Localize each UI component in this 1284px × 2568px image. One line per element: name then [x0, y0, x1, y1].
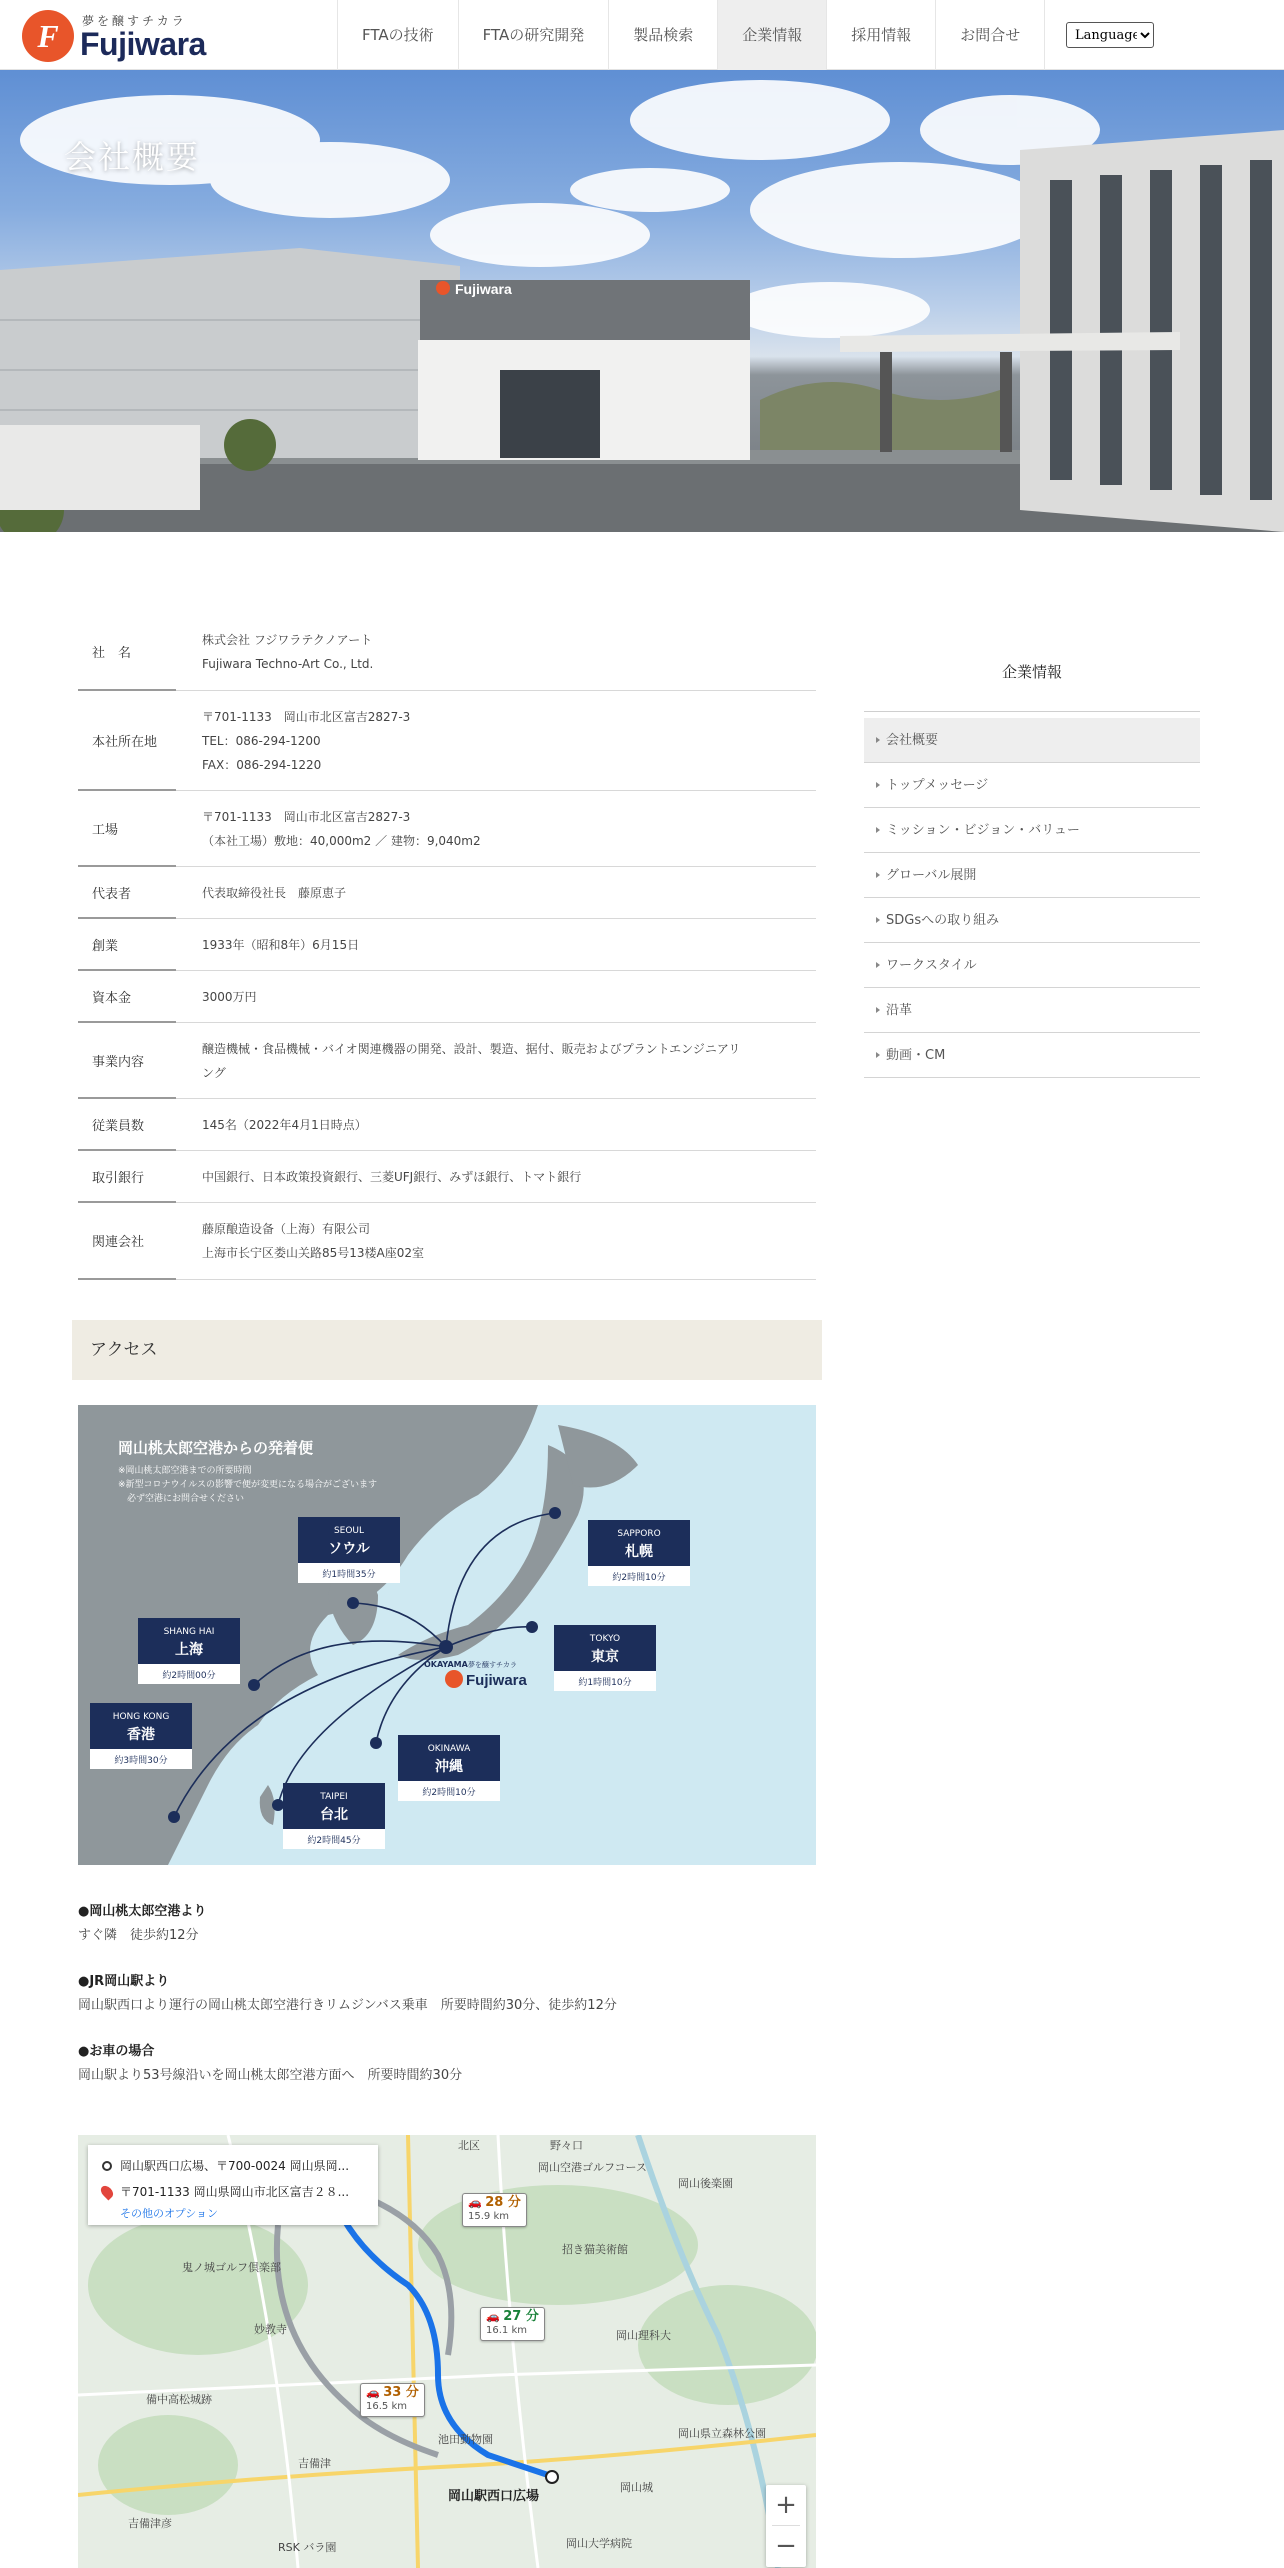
table-row — [78, 867, 816, 919]
table-row — [78, 971, 816, 1023]
map-place-label: 池田動物園 — [438, 2433, 493, 2446]
destination-en: SAPPORO — [617, 1529, 661, 1539]
row-label: 社 名 — [78, 614, 176, 691]
value-line: 3000万円 — [202, 990, 257, 1004]
destination-en: TAIPEI — [320, 1792, 348, 1802]
origin-dot-icon — [102, 2161, 112, 2171]
map-place-label: 吉備津彦 — [128, 2517, 172, 2530]
route-desc: すぐ隣 徒歩約12分 — [78, 1928, 199, 1943]
table-row — [78, 1151, 816, 1203]
direction-destination — [98, 2179, 368, 2205]
building-sign: Fujiwara — [455, 281, 512, 297]
route-map-note: ※岡山桃太郎空港までの所要時間 — [118, 1466, 252, 1476]
table-row — [78, 691, 816, 791]
direction-origin — [98, 2153, 368, 2179]
destination-time: 約2時間45分 — [307, 1836, 361, 1846]
destination-time: 約2時間00分 — [162, 1671, 216, 1681]
destination-ja: 台北 — [320, 1807, 348, 1823]
map-place-label: 岡山城 — [620, 2481, 653, 2494]
destination-time: 約1時間35分 — [322, 1570, 376, 1580]
destination-ja: 上海 — [175, 1642, 203, 1658]
map-place-label: 岡山駅西口広場 — [448, 2489, 540, 2504]
route-map-note: 必ず空港にお問合せください — [118, 1494, 245, 1504]
route-time: 27 分 — [503, 2309, 539, 2324]
nav-product-search[interactable]: 製品検索 — [608, 0, 717, 70]
hero-banner — [0, 70, 1284, 532]
map-place-label: 妙教寺 — [254, 2323, 287, 2336]
value-line: （本社工場）敷地：40,000m2 ／ 建物：9,040m2 — [202, 834, 481, 848]
map-place-label: 招き猫美術館 — [562, 2243, 628, 2256]
row-label: 事業内容 — [78, 1023, 176, 1099]
sidebar-title: 企業情報 — [864, 652, 1200, 712]
value-line: 1933年（昭和8年）6月15日 — [202, 938, 360, 952]
map-place-label: 岡山空港ゴルフコース — [538, 2161, 647, 2174]
destination-ja: ソウル — [328, 1541, 370, 1557]
nav-contact[interactable]: お問合せ — [935, 0, 1045, 70]
value-line: Fujiwara Techno-Art Co., Ltd. — [202, 657, 374, 671]
route-time-badge[interactable] — [462, 2193, 527, 2227]
destination-ja: 沖縄 — [435, 1759, 463, 1775]
route-time-badge[interactable] — [360, 2383, 425, 2417]
sidebar-item-top-message[interactable]: トップメッセージ — [864, 763, 1200, 808]
table-row — [78, 1023, 816, 1099]
access-heading: アクセス — [72, 1320, 822, 1380]
row-label: 工場 — [78, 791, 176, 867]
company-info-table — [78, 614, 816, 1280]
nav-technology[interactable]: FTAの技術 — [337, 0, 458, 70]
row-label: 代表者 — [78, 867, 176, 919]
destination-ja: 札幌 — [625, 1544, 653, 1560]
access-routes — [78, 1900, 816, 2110]
sidebar-item-sdgs[interactable]: SDGsへの取り組み — [864, 898, 1200, 943]
route-time-badge[interactable] — [480, 2307, 545, 2341]
map-place-label: 岡山大学病院 — [566, 2537, 632, 2550]
sidebar — [864, 652, 1200, 1078]
route-car — [78, 2040, 816, 2088]
route-distance: 15.9 km — [468, 2211, 509, 2222]
destination-seoul — [298, 1517, 400, 1583]
sidebar-item-video[interactable]: 動画・CM — [864, 1033, 1200, 1078]
nav-recruit[interactable]: 採用情報 — [826, 0, 935, 70]
row-value — [176, 1151, 816, 1202]
map-place-label: 野々口 — [550, 2139, 583, 2152]
nav-research[interactable]: FTAの研究開発 — [458, 0, 609, 70]
value-line: 醸造機械・食品機械・バイオ関連機器の開発、設計、製造、据付、販売およびプラントエンジニアリ — [202, 1042, 741, 1056]
row-value — [176, 1203, 816, 1279]
route-jr-station — [78, 1970, 816, 2018]
map-place-label: RSK バラ園 — [278, 2541, 337, 2554]
row-value — [176, 614, 816, 690]
map-place-label: 岡山県立森林公園 — [678, 2427, 766, 2440]
origin-text: 岡山駅西口広場、〒700-0024 岡山県岡... — [120, 2159, 350, 2173]
more-options-link[interactable]: その他のオプション — [120, 2207, 219, 2220]
car-icon: 🚗 — [486, 2310, 500, 2323]
row-label: 資本金 — [78, 971, 176, 1023]
row-value — [176, 971, 816, 1022]
table-row — [78, 614, 816, 691]
nav-company-info[interactable]: 企業情報 — [717, 0, 826, 70]
sidebar-item-workstyle[interactable]: ワークスタイル — [864, 943, 1200, 988]
row-value — [176, 691, 816, 790]
value-line: 藤原酿造设备（上海）有限公司 — [202, 1222, 371, 1236]
map-place-label: 吉備津 — [298, 2457, 331, 2470]
row-label: 創業 — [78, 919, 176, 971]
route-title: ●JR岡山駅より — [78, 1974, 170, 1989]
value-line: 上海市长宁区娄山关路85号13楼A座02室 — [202, 1246, 425, 1260]
row-value — [176, 1099, 816, 1150]
route-map-graphic — [78, 1405, 816, 1865]
origin-brand: Fujiwara — [466, 1672, 527, 1689]
value-line: 株式会社 フジワラテクノアート — [202, 633, 373, 647]
zoom-in-button[interactable]: + — [775, 2490, 797, 2520]
site-logo[interactable] — [22, 10, 212, 62]
route-title: ●お車の場合 — [78, 2044, 155, 2059]
destination-okinawa — [398, 1735, 500, 1801]
map-place-label: 岡山理科大 — [616, 2329, 671, 2342]
route-map-note: ※新型コロナウイルスの影響で便が変更になる場合がございます — [118, 1480, 378, 1490]
route-desc: 岡山駅より53号線沿いを岡山桃太郎空港方面へ 所要時間約30分 — [78, 2068, 463, 2083]
row-value — [176, 919, 816, 970]
sidebar-item-mission[interactable]: ミッション・ビジョン・バリュー — [864, 808, 1200, 853]
row-label: 本社所在地 — [78, 691, 176, 791]
sidebar-item-global[interactable]: グローバル展開 — [864, 853, 1200, 898]
zoom-out-button[interactable]: − — [775, 2531, 797, 2561]
destination-en: OKINAWA — [427, 1744, 471, 1754]
destination-hongkong — [90, 1703, 192, 1769]
directions-panel[interactable] — [88, 2145, 378, 2225]
origin-label: OKAYAMA — [424, 1660, 468, 1669]
value-line: TEL：086-294-1200 — [202, 734, 321, 748]
origin-tagline: 夢を醸すチカラ — [468, 1661, 517, 1669]
car-icon: 🚗 — [468, 2196, 482, 2209]
table-row — [78, 791, 816, 867]
route-distance: 16.5 km — [366, 2401, 407, 2412]
destination-en: HONG KONG — [112, 1712, 170, 1722]
route-distance: 16.1 km — [486, 2325, 527, 2336]
table-row — [78, 1203, 816, 1280]
destination-pin-icon — [99, 2184, 116, 2201]
destination-ja: 香港 — [127, 1727, 155, 1743]
route-airport — [78, 1900, 816, 1948]
destination-en: TOKYO — [589, 1634, 621, 1644]
value-line: 〒701-1133 岡山市北区富吉2827-3 — [202, 710, 411, 724]
destination-text: 〒701-1133 岡山県岡山市北区富吉２８... — [120, 2185, 350, 2199]
logo-mark-icon: F — [22, 10, 74, 62]
destination-shanghai — [138, 1618, 240, 1684]
value-line: FAX：086-294-1220 — [202, 758, 322, 772]
destination-time: 約2時間10分 — [422, 1788, 476, 1798]
table-row — [78, 1099, 816, 1151]
zoom-controls — [766, 2485, 806, 2567]
value-line: 〒701-1133 岡山市北区富吉2827-3 — [202, 810, 411, 824]
row-value — [176, 867, 816, 918]
site-header — [0, 0, 1284, 70]
map-place-label: 鬼ノ城ゴルフ倶楽部 — [182, 2261, 281, 2274]
page-title: 会社概要 — [64, 138, 201, 176]
table-row — [78, 919, 816, 971]
flight-route-map — [78, 1405, 816, 1865]
destination-time: 約3時間30分 — [114, 1756, 168, 1766]
value-line: ング — [202, 1066, 226, 1080]
logo-name: Fujiwara — [80, 26, 206, 62]
destination-ja: 東京 — [591, 1649, 619, 1665]
global-nav — [337, 0, 1045, 70]
destination-time: 約2時間10分 — [612, 1573, 666, 1583]
sidebar-item-overview[interactable]: 会社概要 — [864, 718, 1200, 763]
row-label: 従業員数 — [78, 1099, 176, 1151]
row-value — [176, 1023, 816, 1098]
google-map[interactable] — [78, 2135, 816, 2568]
route-time: 28 分 — [485, 2195, 521, 2210]
row-value — [176, 791, 816, 866]
destination-sapporo — [588, 1520, 690, 1586]
destination-time: 約1時間10分 — [578, 1678, 632, 1688]
route-desc: 岡山駅西口より運行の岡山桃太郎空港行きリムジンバス乗車 所要時間約30分、徒歩約12分 — [78, 1998, 617, 2013]
destination-tokyo — [554, 1625, 656, 1691]
sidebar-item-history[interactable]: 沿革 — [864, 988, 1200, 1033]
value-line: 145名（2022年4月1日時点） — [202, 1118, 367, 1132]
map-place-label: 岡山後楽園 — [678, 2177, 733, 2190]
car-icon: 🚗 — [366, 2386, 380, 2399]
value-line: 代表取締役社長 藤原恵子 — [202, 886, 347, 900]
route-title: ●岡山桃太郎空港より — [78, 1904, 207, 1919]
route-time: 33 分 — [383, 2385, 419, 2400]
map-place-label: 北区 — [458, 2139, 480, 2152]
row-label: 関連会社 — [78, 1203, 176, 1280]
destination-en: SHANG HAI — [163, 1627, 215, 1637]
logo-tagline: 夢を醸すチカラ — [82, 14, 187, 28]
destination-taipei — [283, 1783, 385, 1849]
destination-en: SEOUL — [333, 1526, 365, 1536]
language-select[interactable] — [1066, 22, 1154, 48]
route-map-title: 岡山桃太郎空港からの発着便 — [118, 1439, 314, 1457]
row-label: 取引銀行 — [78, 1151, 176, 1203]
value-line: 中国銀行、日本政策投資銀行、三菱UFJ銀行、みずほ銀行、トマト銀行 — [202, 1170, 582, 1184]
map-place-label: 備中高松城跡 — [146, 2393, 212, 2406]
